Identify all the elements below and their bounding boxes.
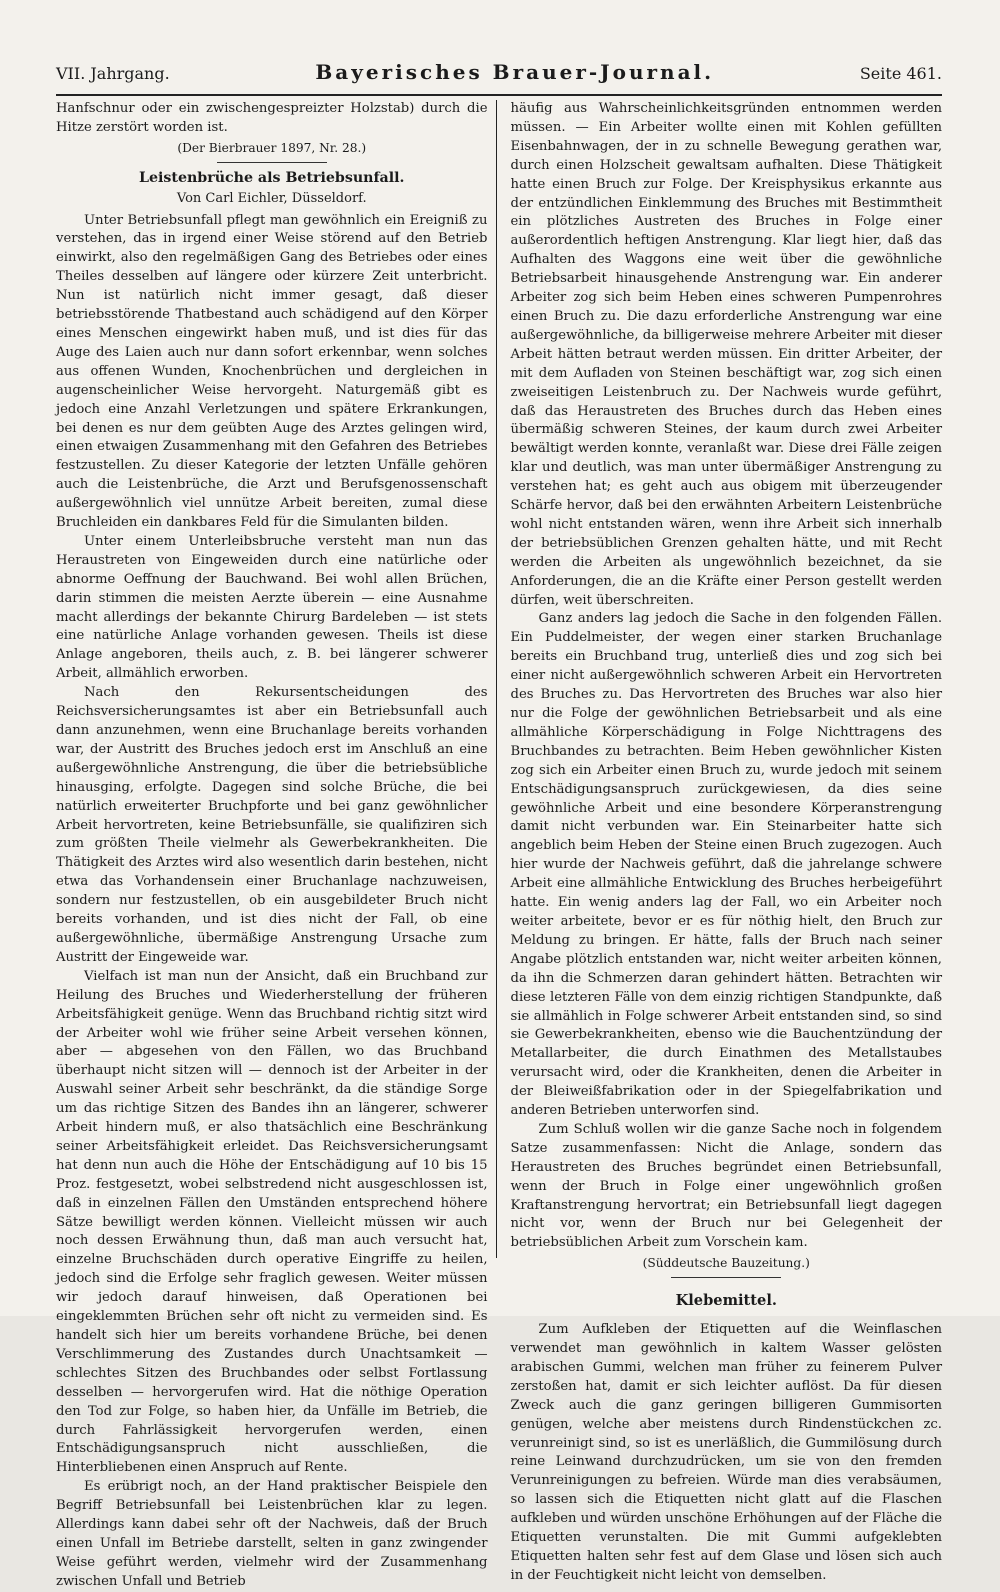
paragraph: häufig aus Wahrscheinlichkeitsgründen entnommen werden müssen. — Ein Arbeiter wollte einen mit Kohlen gefüllten Eisenbahnwagen, der in zu schnelle Bewegung gerathen war, durch einen Holzscheit gewaltsam aufhalten. Diese Thätigkeit hatte einen Bruch zur Folge. Der Kreisphysikus erkannte aus der entzündlichen Einklemmung des Bruches mit Bestimmtheit ein plötzliches Austreten des Bruches in Folge einer außerordentlich heftigen Anstrengung. Klar liegt hier, daß das Aufhalten des Waggons eine weit über die gewöhnliche Betriebsarbeit hinausgehende Anstrengung war. Ein anderer Arbeiter zog sich beim Heben eines schweren Pumpenrohres einen Bruch zu. Die dazu erforderliche Anstrengung war eine außergewöhnliche, da billigerweise mehrere Arbeiter mit dieser Arbeit hätten betraut werden müssen. Ein dritter Arbeiter, der mit dem Aufladen von Steinen beschäftigt war, zog sich einen zweiseitigen Leistenbruch zu. Der Nachweis wurde geführt, daß das Heraustreten des Bruches durch das Heben eines übermäßig schweren Steines, der kaum durch zwei Arbeiter bewältigt werden konnte, veranlaßt war. Diese drei Fälle zeigen klar und deutlich, was man unter übermäßiger Anstrengung zu verstehen hat; es geht auch aus obigem mit überzeugender Schärfe hervor, daß bei den erwähnten Arbeitern Leistenbrüche wohl nicht entstanden wären, wenn ihre Arbeit sich innerhalb der betriebsüblichen Grenzen gehalten hätte, und mit Recht werden die Arbeiten als ungewöhnlich bezeichnet, da sie Anforderungen, die an die Kräfte einer Person gestellt werden dürfen, weit überschreiten. (510, 101, 943, 608)
paragraph: Ganz anders lag jedoch die Sache in den folgenden Fällen. Ein Puddelmeister, der wegen einer starken Bruchanlage bereits ein Bruchband trug, unterließ dies und zog sich bei einer nicht außergewöhnlich schweren Arbeit ein Hervortreten des Bruches zu. Das Hervortreten des Bruches war also hier nur die Folge der gewöhnlichen Betriebsarbeit und als eine allmähliche Körperschädigung in Folge Nichttragens des Bruchbandes zu betrachten. Beim Heben gewöhnlicher Kisten zog sich ein Arbeiter einen Bruch zu, wurde jedoch mit seinem Entschädigungsanspruch zurückgewiesen, da dies seine gewöhnliche Arbeit und eine besondere Körperanstrengung damit nicht verbunden war. Ein Steinarbeiter hatte sich angeblich beim Heben der Steine einen Bruch zugezogen. Auch hier wurde der Nachweis geführt, daß die jahrelange schwere Arbeit eine allmähliche Entwicklung des Bruches herbeigeführt hatte. Ein wenig anders lag der Fall, wo ein Arbeiter noch weiter arbeitete, bevor er es für nöthig hielt, den Bruch zur Meldung zu bringen. Er hätte, falls der Bruch nach seiner Angabe plötzlich entstanden war, nicht weiter arbeiten können, da ihn die Schmerzen daran gehindert hätten. Betrachten wir diese letzteren Fälle von dem einzig richtigen Standpunkte, daß sie allmählich in Folge schwerer Arbeit entstanden sind, so sind sie Gewerbekrankheiten, ebenso wie die Bauchentzündung der Metallarbeiter, die durch Einathmen des Metallstaubes verursacht wird, oder die Krankheiten, denen die Arbeiter in der Bleiweißfabrikation oder in der Spiegelfabrikation und anderen Betrieben unterworfen sind. (510, 611, 943, 1119)
column-divider (496, 100, 497, 1258)
journal-title: Bayerisches Brauer-Journal. (315, 60, 715, 84)
page-header (56, 60, 942, 96)
source-citation: (Süddeutsche Bauzeitung.) (642, 1256, 810, 1271)
paragraph: Unter Betriebsunfall pflegt man gewöhnlich ein Ereigniß zu verstehen, das in irgend einer Weise störend auf den Betrieb einwirkt, also den regelmäßigen Gang des Betriebes oder eines Theiles desselben auf längere oder kürzere Zeit unterbricht. Nun ist natürlich nicht immer gesagt, daß dieser betriebsstörende Thatbestand auch schädigend auf den Körper eines Menschen eingewirkt haben muß, und ist dies für das Auge des Laien auch nur dann sofort erkennbar, wenn solches aus offenen Wunden, Knochenbrüchen und dergleichen in augenscheinlicher Weise hervorgeht. Naturgemäß gibt es jedoch eine Anzahl Verletzungen und spätere Erkrankungen, bei denen es nur dem geübten Auge des Arztes gelingen wird, einen etwaigen Zusammenhang mit den Gefahren des Betriebes festzustellen. Zu dieser Kategorie der letzten Unfälle gehören auch die Leistenbrüche, die Arzt und Berufsgenossenschaft außergewöhnlich viel unnütze Arbeit bereiten, zumal diese Bruchleiden ein dankbares Feld für die Simulanten bilden. (56, 212, 488, 531)
article-title: Leistenbrüche als Betriebsunfall. (139, 169, 405, 186)
source-citation: (Der Bierbrauer 1897, Nr. 28.) (177, 140, 367, 155)
paragraph: Nach den Rekursentscheidungen des Reichsversicherungsamtes ist aber ein Betriebsunfall auch dann anzunehmen, wenn eine Bruchanlage bereits vorhanden war, der Austritt des Bruches jedoch erst im Anschluß an eine außergewöhnliche Anstrengung, die über die betriebsübliche hinausging, erfolgte. Dagegen sind solche Brüche, die bei natürlich erweiterter Bruchpforte und bei ganz gewöhnlicher Arbeit hervortreten, keine Betriebsunfälle, sie qualifiziren sich zum größten Theile vielmehr als Gewerbekrankheiten. Die Thätigkeit des Arztes wird also wesentlich darin bestehen, nicht etwa das Vorhandensein einer Bruchanlage nachzuweisen, sondern nur festzustellen, ob ein ausgebildeter Bruch nicht bereits vorhanden, und ist dies nicht der Fall, ob eine außergewöhnliche, übermäßige Anstrengung Ursache zum Austritt der Eingeweide war. (56, 685, 488, 965)
paragraph: Unter einem Unterleibsbruche versteht man nun das Heraustreten von Eingeweiden durch eine natürliche oder abnorme Oeffnung der Bauchwand. Bei wohl allen Brüchen, darin stimmen die meisten Aerzte überein — eine Ausnahme macht allerdings der bekannte Chirurg Bardeleben — ist stets eine natürliche Anlage vorhanden gewesen. Theils ist diese Anlage angeboren, theils auch, z. B. bei längerer schwerer Arbeit, allmählich erworben. (56, 533, 488, 682)
volume-label: VII. Jahrgang. (56, 64, 170, 83)
continued-paragraph: Hanfschnur oder ein zwischengespreizter Holzstab) durch die Hitze zerstört worden ist. (56, 101, 488, 135)
text-columns (56, 100, 943, 1589)
separator-rule (217, 162, 327, 163)
paragraph: Zum Schluß wollen wir die ganze Sache noch in folgendem Satze zusammenfassen: Nicht die Anlage, sondern das Heraustreten des Bruches begründet einen Betriebsunfall, wenn der Bruch in Folge einer ungewöhnlich großen Kraftanstrengung hervortrat; ein Betriebsunfall liegt dagegen nicht vor, wenn der Bruch nur bei Gelegenheit der betriebsüblichen Arbeit zum Vorschein kam. (510, 1121, 943, 1251)
article-title: Klebemittel. (675, 1292, 777, 1310)
right-column (503, 100, 943, 1583)
paragraph: Vielfach ist man nun der Ansicht, daß ein Bruchband zur Heilung des Bruches und Wiederherstellung der früheren Arbeitsfähigkeit genüge. Wenn das Bruchband richtig sitzt wird der Arbeiter wohl wie früher seine Arbeit versehen können, aber — abgesehen von den Fällen, wo das Bruchband überhaupt nicht sitzen will — dennoch ist der Arbeiter in der Auswahl seiner Arbeit sehr beschränkt, da die ständige Sorge um das richtige Sitzen des Bandes ihn an längerer, schwerer Arbeit hindern muß, er also thatsächlich eine Beschränkung seiner Arbeitsfähigkeit erleidet. Das Reichsversicherungsamt hat denn nun auch die Höhe der Entschädigung auf 10 bis 15 Proz. festgesetzt, wobei selbstredend nicht ausgeschlossen ist, daß in einzelnen Fällen den Umständen entsprechend höhere Sätze bewilligt werden können. Vielleicht müssen wir auch noch dessen Erwähnung thun, daß man auch versucht hat, einzelne Bruchschäden durch operative Eingriffe zu heilen, jedoch sind die Erfolge sehr fraglich gewesen. Weiter müssen wir jedoch darauf hinweisen, daß Operationen bei eingeklemmten Brüchen sehr oft nicht zu vermeiden sind. Es handelt sich hier um bereits vorhandene Brüche, bei denen Verschlimmerung des Zustandes durch Unachtsamkeit — schlechtes Sitzen des Bruchbandes oder selbst Fortlassung desselben — hervorgerufen wird. Hat die nöthige Operation den Tod zur Folge, so haben hier, da Unfälle im Betrieb, die durch Fahrlässigkeit hervorgerufen werden, einen Entschädigungsanspruch nicht ausschließen, die Hinterbliebenen einen Anspruch auf Rente. (56, 968, 488, 1476)
article-byline: Von Carl Eichler, Düsseldorf. (176, 190, 367, 206)
left-column (56, 100, 496, 1589)
paragraph: Zum Aufkleben der Etiquetten auf die Weinflaschen verwendet man gewöhnlich in kaltem Wasser gelösten arabischen Gummi, welchen man früher zu feinerem Pulver zerstoßen hat, damit er sich leichter auflöst. Da für diesen Zweck auch die ganz geringen billigeren Gummisorten genügen, welche aber meistens durch Rindenstückchen zc. verunreinigt sind, so ist es unerläßlich, die Gummilösung durch reine Leinwand durchzudrücken, um sie von den fremden Verunreinigungen zu befreien. Würde man dies verabsäumen, so lassen sich die Etiquetten nicht glatt auf die Flaschen aufkleben und würden unschöne Erhöhungen auf der Fläche die Etiquetten verunstalten. Die mit Gummi aufgeklebten Etiquetten halten sehr fest auf dem Glase und lösen sich auch in der Feuchtigkeit nicht leicht von demselben. (510, 1322, 943, 1583)
paragraph: Es erübrigt noch, an der Hand praktischer Beispiele den Begriff Betriebsunfall bei Leistenbrüchen klar zu legen. Allerdings kann dabei sehr oft der Nachweis, daß der Bruch einen Unfall im Betriebe darstellt, selten in ganz zwingender Weise geführt werden, vielmehr wird der Zusammenhang zwischen Unfall und Betrieb (56, 1479, 488, 1589)
page-number: Seite 461. (859, 64, 942, 83)
separator-rule (671, 1277, 781, 1278)
